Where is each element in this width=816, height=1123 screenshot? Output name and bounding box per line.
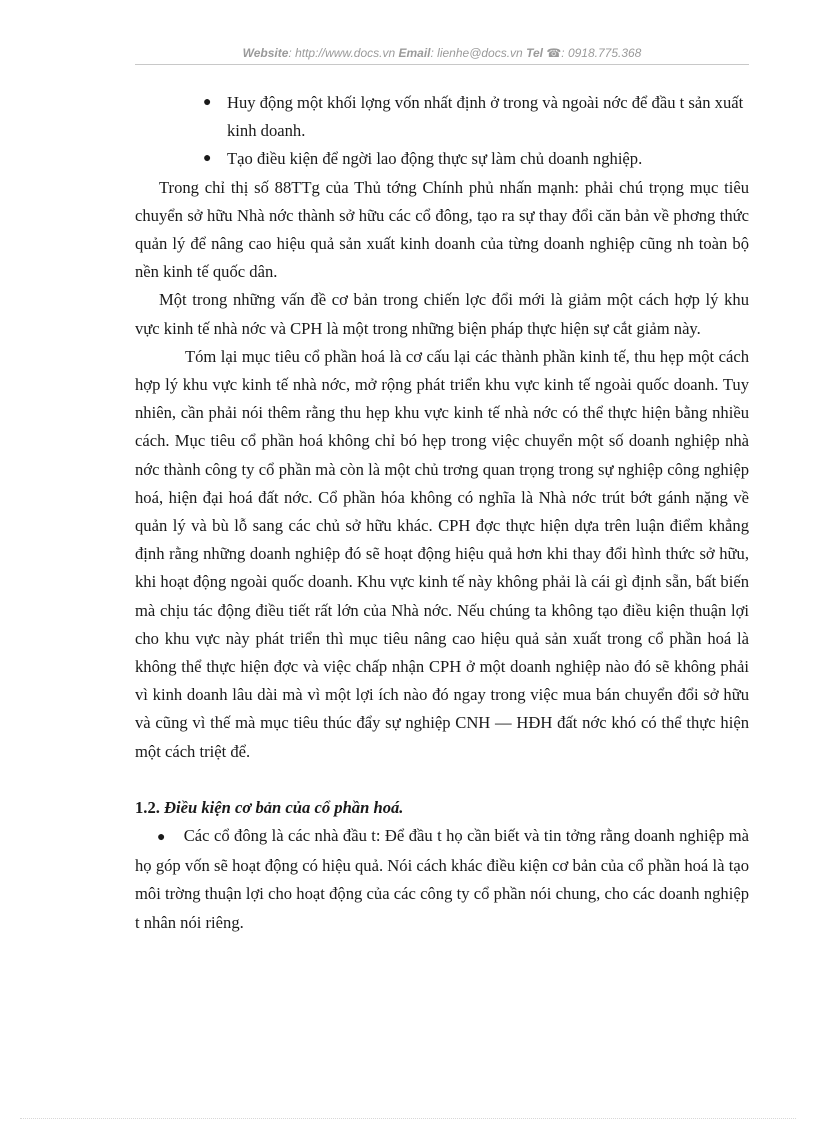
bullet-text: Huy động một khối lợng vốn nhất định ở trong và ngoài nớc để đầu t sản xuất kinh doanh. bbox=[227, 93, 744, 141]
paragraph: Tóm lại mục tiêu cổ phần hoá là cơ cấu lại các thành phần kinh tế, thu hẹp một cách hợp lý khu vực kinh tế nhà nớc, mở rộng phát triển khu vực kinh tế ngoài quốc doanh. Tuy nhiên, cần phải nói thêm rằng thu hẹp khu vực kinh tế nhà nớc có thể thực hiện bằng nhiều cách. Mục tiêu cổ phần hoá không chỉ bó hẹp trong việc chuyển một số doanh nghiệp nhà nớc thành công ty cổ phần mà còn là một chủ trơng quan trọng trong sự nghiệp công nghiệp hoá, hiện đại hoá đất nớc. Cổ phần hóa không có nghĩa là Nhà nớc trút bớt gánh nặng về quản lý và bù lỗ sang các chủ sở hữu khác. CPH đợc thực hiện dựa trên luận điểm khẳng định rằng những doanh nghiệp đó sẽ hoạt động hiệu quả hơn khi thay đổi hình thức sở hữu, khi hoạt động ngoài quốc doanh. Khu vực kinh tế này không phải là cái gì định sẵn, bất biến mà chịu tác động điều tiết rất lớn của Nhà nớc. Nếu chúng ta không tạo điều kiện thuận lợi cho khu vực này phát triển thì mục tiêu nâng cao hiệu quả sản xuất trong cổ phần hoá là không thể thực hiện đợc và việc chấp nhận CPH ở một doanh nghiệp nào đó sẽ không phải vì kinh doanh lâu dài mà vì một lợi ích nào đó ngay trong việc mua bán chuyển đổi sở hữu và cũng vì thế mà mục tiêu thúc đẩy sự nghiệp CNH — HĐH đất nớc khó có thể thực hiện một cách triệt để. bbox=[135, 346, 749, 761]
tel-value: : 0918.775.368 bbox=[561, 46, 642, 60]
page-header bbox=[135, 46, 749, 65]
website-value: : http://www.docs.vn bbox=[288, 46, 396, 60]
paragraph: Một trong những vấn đề cơ bản trong chiến lợc đổi mới là giảm một cách hợp lý khu vực kinh tế nhà nớc và CPH là một trong những biện pháp thực hiện sự cắt giảm này. bbox=[135, 290, 749, 338]
section-title: Điều kiện cơ bản của cổ phần hoá. bbox=[164, 797, 404, 817]
email-label: Email bbox=[398, 46, 431, 60]
phone-icon: ☎ bbox=[546, 46, 562, 60]
section-number: 1.2. bbox=[135, 797, 160, 817]
list-item bbox=[135, 89, 749, 145]
email-value: : lienhe@docs.vn bbox=[430, 46, 523, 60]
bullet-icon: ● bbox=[157, 830, 166, 846]
bullet-icon: ● bbox=[203, 151, 212, 167]
website-label: Website bbox=[242, 46, 289, 60]
tel-label: Tel bbox=[526, 46, 543, 60]
bullet-text: Các cổ đông là các nhà đầu t: Để đầu t họ cần biết và tin tởng rằng doanh nghiệp mà họ góp vốn sẽ hoạt động có hiệu quả. Nói cách khác điều kiện cơ bản của cổ phần hoá là tạo môi trờng thuận lợi cho hoạt động của các công ty cổ phần nói chung, cho các doanh nghiệp t nhân nói riêng. bbox=[135, 826, 749, 932]
bullet-icon: ● bbox=[203, 95, 212, 110]
paragraph: Trong chỉ thị số 88TTg của Thủ tớng Chính phủ nhấn mạnh: phải chú trọng mục tiêu chuyển sở hữu Nhà nớc thành sở hữu các cổ đông, tạo ra sự thay đổi căn bản về phơng thức quản lý để nâng cao hiệu quả sản xuất kinh doanh của từng doanh nghiệp cũng nh toàn bộ nền kinh tế quốc dân. bbox=[135, 177, 749, 282]
bullet-text: Tạo điều kiện để ngời lao động thực sự làm chủ doanh nghiệp. bbox=[227, 149, 643, 169]
section-heading bbox=[135, 794, 749, 822]
footer-divider bbox=[20, 1118, 796, 1119]
list-item bbox=[135, 145, 749, 173]
document-body bbox=[135, 89, 749, 937]
list-item bbox=[135, 822, 749, 937]
